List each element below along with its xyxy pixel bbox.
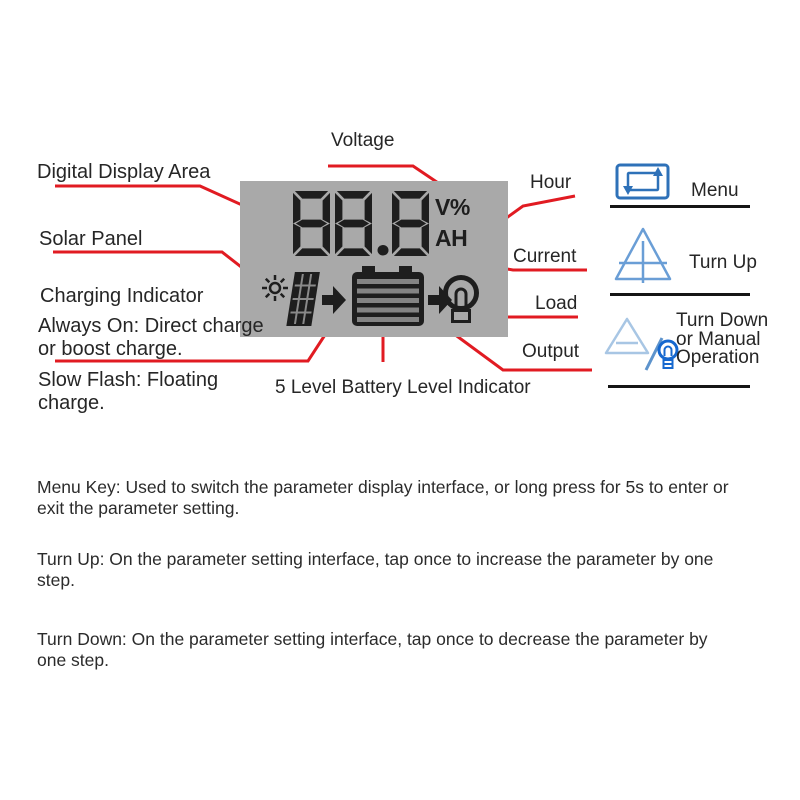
menu-key-note-line-1: Menu Key: Used to switch the parameter display interface, or long press for 5s to enter or <box>37 477 729 497</box>
menu-cycle-icon <box>615 163 670 200</box>
turn-down-note <box>37 629 708 670</box>
turn-down-label-line-1: Turn Down <box>676 310 769 331</box>
turn-down-label-line-2: or Manual <box>676 328 761 350</box>
sun-icon <box>262 275 288 301</box>
turn-down-label-line-3: Operation <box>676 347 760 368</box>
turn-up-note-line-2: step. <box>37 569 75 590</box>
lcd-unit-volt-percent: V% <box>435 194 470 220</box>
turn-up-key-label: Turn Up <box>689 252 757 273</box>
turn-up-note-line-1: Turn Up: On the parameter setting interface, tap once to increase the parameter by one <box>37 549 714 569</box>
menu-key-note-line-2: exit the parameter setting. <box>37 497 240 518</box>
load-label: Load <box>535 293 578 314</box>
lcd-icon-row <box>240 265 508 337</box>
digital-display-area-label: Digital Display Area <box>37 161 211 183</box>
always-on-label <box>38 315 264 361</box>
always-on-line-1: Always On: Direct charge <box>38 315 264 337</box>
turn-down-note-line-1: Turn Down: On the parameter setting interface, tap once to decrease the parameter by <box>37 629 708 649</box>
output-label: Output <box>522 341 580 362</box>
flow-arrow-icon <box>322 286 346 314</box>
solar-panel-label: Solar Panel <box>39 228 143 250</box>
menu-key-note <box>37 477 729 518</box>
slow-flash-label <box>38 369 218 415</box>
charging-indicator-label: Charging Indicator <box>40 285 204 307</box>
turn-down-separator <box>608 385 750 388</box>
slow-flash-line-1: Slow Flash: Floating <box>38 369 219 391</box>
menu-separator <box>610 205 750 208</box>
voltage-label: Voltage <box>331 130 395 151</box>
always-on-line-2: or boost charge. <box>38 338 183 360</box>
turn-down-key-label <box>676 312 768 368</box>
lcd-display <box>240 181 508 337</box>
turn-up-triangle-icon <box>611 226 675 284</box>
hour-label: Hour <box>530 172 572 193</box>
solar-panel-icon <box>286 272 320 326</box>
turn-down-manual-icon <box>600 314 688 376</box>
battery-icon <box>352 266 424 326</box>
callout-line-solar-panel <box>53 252 263 284</box>
lcd-digit-display <box>293 191 434 256</box>
battery-level-label: 5 Level Battery Level Indicator <box>275 377 531 398</box>
turn-up-separator <box>610 293 750 296</box>
current-label: Current <box>513 246 577 267</box>
manual-bulb-icon <box>659 341 677 368</box>
lcd-unit-amp-hour: AH <box>435 225 468 251</box>
turn-up-note <box>37 549 713 590</box>
menu-key-label: Menu <box>691 180 739 201</box>
slow-flash-line-2: charge. <box>38 392 105 414</box>
turn-down-note-line-2: one step. <box>37 649 109 670</box>
